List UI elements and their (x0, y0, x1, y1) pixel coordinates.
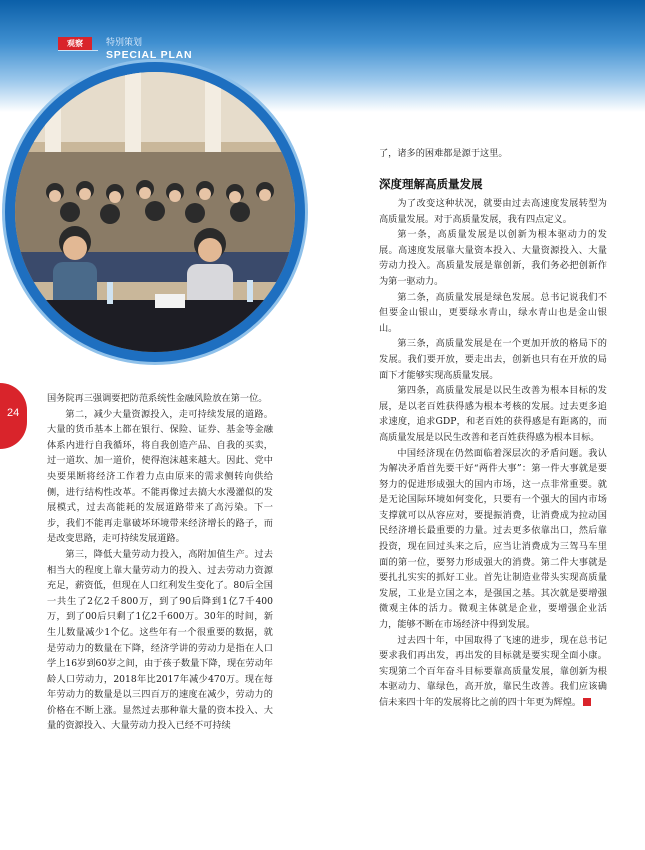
header-divider (58, 50, 98, 51)
paragraph: 中国经济现在仍然面临着深层次的矛盾问题。我认为解决矛盾首先要干好“两件大事”：第一件大事就是要努力的促进形成强大的国内市场，这一点非常重要。就是无论国际环境如何变化，只要有一个强大的国内市场支撑就可以从容应对，要提振消费，让消费成为拉动国民经济增长最重要的力量。过去更多依靠出口，然后靠投资，现在回过头来之后，应当让消费成为三驾马车里面的第一位，要努力形成强大的消费。第二件大事就是要扎扎实实的抓好工业。首先让制造业带头实现高质量发展，工业是立国之本，是强国之基。其次就是要增强微观主体的活力。微观主体就是企业，要增强企业活力，能够不断在市场经济中得到发展。 (379, 447, 607, 631)
magazine-badge: 观察 (58, 37, 92, 50)
paragraph: 第二条，高质量发展是绿色发展。总书记说我们不但要金山银山，更要绿水青山，绿水青山也是金山银山。 (379, 291, 607, 334)
section-title-en: SPECIAL PLAN (106, 49, 193, 61)
section-heading: 深度理解高质量发展 (379, 177, 483, 191)
paragraph: 国务院再三强调要把防范系统性金融风险放在第一位。 (47, 393, 268, 404)
paragraph: 第一条，高质量发展是以创新为根本驱动力的发展。高速度发展靠大量资本投入、大量资源投入、大量劳动力投入。高质量发展是靠创新，我们务必把创新作为第一驱动力。 (379, 229, 607, 287)
page-number: 24 (7, 407, 20, 419)
left-column (47, 391, 273, 734)
paragraph: 第二，减少大量资源投入，走可持续发展的道路。大量的货币基本上都在银行、保险、证券、基金等金融体系内进行自我循环，将自我创造产品、自我的买卖，过一道坎、加一道价，使得泡沫越来越大。因此、党中央要果断将经济工作着力点由原来的需求侧转向供给侧，进行结构性改革。不能再像过去搞大水漫灌似的发展模式，过去高能耗的发展道路带来了高污染。下一步，我们不能再走靠破坏环境带来经济增长的路子，而是改变思路，走可持续发展道路。 (47, 408, 273, 545)
conference-photo (15, 72, 295, 352)
right-column (379, 196, 607, 711)
paragraph: 第四条，高质量发展是以民生改善为根本目标的发展，是以老百姓获得感为根本考核的发展。过去更多追求速度，追求GDP，和老百姓的获得感是有距离的，而高质量发展是以民生改善和老百姓获得感为根本目标。 (379, 385, 607, 443)
paragraph: 第三条，高质量发展是在一个更加开放的格局下的发展。我们要开放，要走出去，创新也只有在开放的局面下才能够实现高质量发展。 (379, 338, 607, 381)
paragraph: 为了改变这种状况，就要由过去高速度发展转型为高质量发展。对于高质量发展，我有四点定义。 (379, 198, 607, 225)
paragraph: 了，诸多的困难都是源于这里。 (379, 148, 508, 159)
end-mark-icon (583, 698, 591, 706)
paragraph: 第三，降低大量劳动力投入，高附加值生产。过去相当大的程度上靠大量劳动力的投入、过去劳动力资源充足，薪资低，但现在人口红利发生变化了。80后全国一共生了2亿2千800万，到了90后降到1亿7千400万，到了00后只剩了1亿2千600万。30年的时间，新生儿数量减少1个亿。这些年有一个很重要的数据，就是劳动力的数量在下降，经济学讲的劳动力是指在人口学上16岁到60岁之间，由于孩子数量下降，现在劳动年龄人口劳动力，2018年比2017年减少470万。现在每年劳动力的数量是以三四百万的速度在减少，劳动力的价格在不断上涨。显然过去那种靠大量的资本投入、大量的资源投入、大量劳动力投入已经不可持续 (47, 548, 273, 732)
right-column-top (379, 146, 607, 162)
section-title-cn: 特别策划 (106, 38, 143, 48)
final-paragraph (379, 633, 607, 711)
conference-photo-illustration (15, 72, 295, 352)
final-paragraph-text: 过去四十年，中国取得了飞速的进步，现在总书记要求我们再出发，再出发的目标就是要实现全面小康。实现第二个百年奋斗目标要靠高质量发展，靠创新为根本驱动力、靠绿色，高开放，靠民生改善。我们应该确信未来四十年的发展将比之前的四十年更为辉煌。 (379, 634, 607, 708)
